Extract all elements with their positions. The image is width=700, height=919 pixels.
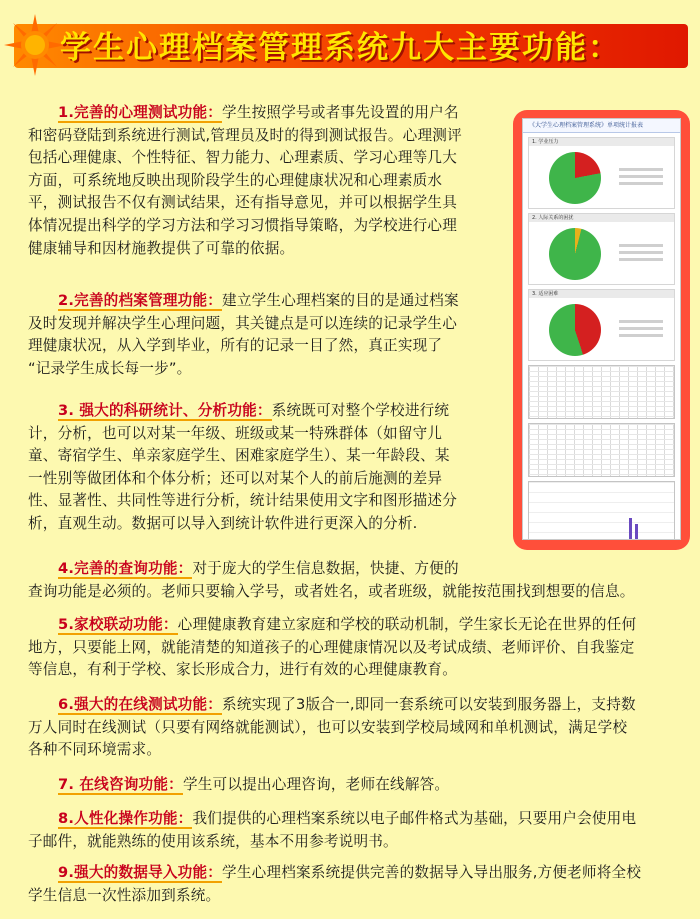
section-6: [28, 694, 693, 762]
data-table: [528, 423, 675, 477]
section-text: 体情况提出科学的学习方法和学习习惯指导策略，为学校进行心理: [28, 216, 458, 234]
pie-chart: [549, 152, 601, 204]
section-text: 万人同时在线测试（只要有网络就能测试），也可以安装到学校局域网和单机测试，满足学校: [28, 718, 628, 736]
section-2: [28, 290, 506, 380]
section-text: 系统既可对整个学校进行统: [271, 402, 450, 419]
section-text: 和密码登陆到系统进行测试,管理员及时的得到测试报告。心理测评: [28, 126, 462, 144]
section-9: [28, 862, 693, 907]
section-text: 对于庞大的学生信息数据，快捷、方便的: [192, 560, 459, 577]
section-text: 各种不同环境需求。: [28, 741, 162, 759]
section-heading: 7. 在线咨询功能：: [58, 776, 183, 793]
pie-legend: [619, 316, 663, 341]
title-banner: [4, 14, 696, 78]
section-text: 及时发现并解决学生心理问题，其关键点是可以连续的记录学生心: [28, 314, 458, 332]
section-7: [28, 774, 693, 797]
section-text: 析，直观生动。数据可以导入到统计软件进行更深入的分析.: [28, 514, 418, 532]
pie-legend: [619, 164, 663, 189]
section-text: 地方，只要能上网，就能清楚的知道孩子的心理健康情况以及考试成绩、老师评价、自我鉴定: [28, 638, 635, 656]
section-text: 性、显著性、共同性等进行分析，统计结果使用文字和图形描述分: [28, 492, 458, 510]
section-heading: 4.完善的查询功能：: [58, 560, 193, 577]
section-heading: 3. 强大的科研统计、分析功能：: [58, 402, 272, 419]
screenshot-header: 《大学生心理档案管理系统》单项统计报表: [523, 119, 680, 133]
data-table: [528, 365, 675, 419]
screenshot-window: [522, 118, 681, 540]
pie-legend: [619, 240, 663, 265]
section-text: 计，分析，也可以对某一年级、班级或某一特殊群体（如留守儿: [28, 424, 443, 442]
bar-chart: [528, 481, 675, 540]
section-text: 童、寄宿学生、单亲家庭学生、困难家庭学生）、某一年龄段、某: [28, 447, 450, 465]
section-text: “记录学生成长每一步”。: [28, 359, 192, 377]
section-text: 学生按照学号或者事先设置的用户名: [222, 104, 459, 121]
section-text: 健康辅导和因材施教提供了可靠的依据。: [28, 239, 295, 257]
screenshot-thumbnail: [513, 110, 690, 550]
section-text: 学生可以提出心理咨询，老师在线解答。: [182, 776, 450, 793]
section-heading: 1.完善的心理测试功能：: [58, 104, 223, 121]
section-heading: 6.强大的在线测试功能：: [58, 696, 223, 713]
section-text: 方面，可系统地反映出现阶段学生的心理健康状况和心理素质水: [28, 171, 443, 189]
section-text: 子邮件，就能熟练的使用该系统，基本不用参考说明书。: [28, 832, 398, 850]
section-3: [28, 400, 506, 536]
section-text: 建立学生心理档案的目的是通过档案: [222, 292, 459, 309]
pie-panel-label: 3. 适应困难: [529, 290, 674, 298]
section-heading: 5.家校联动功能：: [58, 616, 178, 633]
section-heading: 8.人性化操作功能：: [58, 810, 193, 827]
section-1: [28, 102, 506, 260]
chart-bar: [635, 524, 638, 540]
section-5: [28, 614, 693, 682]
pie-panel-label: 2. 人际关系的困扰: [529, 214, 674, 222]
pie-chart: [549, 304, 601, 356]
pie-panel-label: 1. 学业压力: [529, 138, 674, 146]
section-8: [28, 808, 693, 853]
section-text: 包括心理健康、个性特征、智力能力、心理素质、学习心理等几大: [28, 149, 458, 167]
section-4: [28, 558, 693, 603]
pie-panel: [528, 137, 675, 209]
chart-bar: [629, 518, 632, 540]
section-text: 学生信息一次性添加到系统。: [28, 886, 221, 904]
section-text: 理健康状况，从入学到毕业，所有的记录一目了然，真正实现了: [28, 337, 443, 355]
pie-panel: [528, 289, 675, 361]
section-text: 平，测试报告不仅有测试结果，还有指导意见，并可以根据学生具: [28, 194, 458, 212]
sun-icon: [4, 14, 66, 76]
section-text: 等信息，有利于学校、家长形成合力，进行有效的心理健康教育。: [28, 661, 458, 679]
section-heading: 9.强大的数据导入功能：: [58, 864, 223, 881]
pie-chart: [549, 228, 601, 280]
pie-panel: [528, 213, 675, 285]
section-text: 一性别等做团体和个体分析；还可以对某个人的前后施测的差异: [28, 469, 443, 487]
section-text: 查询功能是必须的。老师只要输入学号，或者姓名，或者班级，就能按范围找到想要的信息。: [28, 582, 635, 600]
section-text: 我们提供的心理档案系统以电子邮件格式为基础，只要用户会使用电: [192, 810, 637, 827]
page-title: 学生心理档案管理系统九大主要功能：: [60, 30, 621, 66]
section-text: 学生心理档案系统提供完善的数据导入导出服务,方便老师将全校: [222, 864, 642, 881]
section-text: 心理健康教育建立家庭和学校的联动机制，学生家长无论在世界的任何: [177, 616, 637, 633]
section-text: 系统实现了3版合一,即同一套系统可以安装到服务器上，支持数: [222, 696, 636, 713]
section-heading: 2.完善的档案管理功能：: [58, 292, 223, 309]
